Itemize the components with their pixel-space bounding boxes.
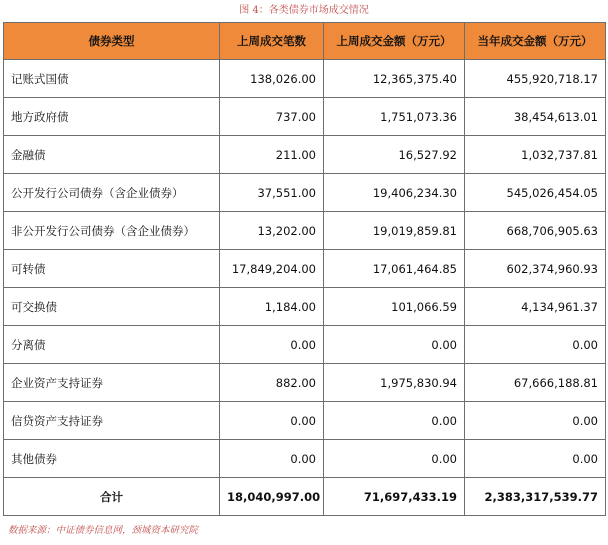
- table-header-row: [4, 23, 606, 60]
- bond-type-cell: 可交换债: [4, 288, 220, 326]
- trades-cell: 13,202.00: [220, 212, 324, 250]
- trades-cell: 1,184.00: [220, 288, 324, 326]
- trades-cell: 211.00: [220, 136, 324, 174]
- bond-type-cell: 非公开发行公司债券（含企业债券）: [4, 212, 220, 250]
- total-weekly-amount-cell: 71,697,433.19: [324, 478, 465, 516]
- trades-cell: 882.00: [220, 364, 324, 402]
- bond-type-cell: 其他债券: [4, 440, 220, 478]
- bond-trading-table: [3, 22, 606, 516]
- table-row: [4, 174, 606, 212]
- weekly-amount-cell: 17,061,464.85: [324, 250, 465, 288]
- weekly-amount-cell: 0.00: [324, 326, 465, 364]
- ytd-amount-cell: 1,032,737.81: [465, 136, 606, 174]
- table-row: [4, 440, 606, 478]
- ytd-amount-cell: 668,706,905.63: [465, 212, 606, 250]
- trades-cell: 37,551.00: [220, 174, 324, 212]
- table-row: [4, 212, 606, 250]
- ytd-amount-cell: 602,374,960.93: [465, 250, 606, 288]
- total-label-cell: 合计: [4, 478, 220, 516]
- table-row: [4, 98, 606, 136]
- table-row: [4, 136, 606, 174]
- weekly-amount-cell: 1,975,830.94: [324, 364, 465, 402]
- weekly-amount-cell: 19,019,859.81: [324, 212, 465, 250]
- bond-type-cell: 记账式国债: [4, 60, 220, 98]
- bond-type-cell: 信贷资产支持证券: [4, 402, 220, 440]
- column-header-ytd-amount: 当年成交金额（万元）: [465, 23, 606, 60]
- weekly-amount-cell: 0.00: [324, 402, 465, 440]
- column-header-bond-type: 债券类型: [4, 23, 220, 60]
- ytd-amount-cell: 545,026,454.05: [465, 174, 606, 212]
- data-source-note: 数据来源：中证债券信息网，颈城资本研究院: [8, 525, 199, 536]
- table-row: [4, 402, 606, 440]
- bond-type-cell: 金融债: [4, 136, 220, 174]
- bond-type-cell: 分离债: [4, 326, 220, 364]
- bond-type-cell: 地方政府债: [4, 98, 220, 136]
- ytd-amount-cell: 38,454,613.01: [465, 98, 606, 136]
- weekly-amount-cell: 12,365,375.40: [324, 60, 465, 98]
- ytd-amount-cell: 4,134,961.37: [465, 288, 606, 326]
- table-row: [4, 364, 606, 402]
- weekly-amount-cell: 1,751,073.36: [324, 98, 465, 136]
- column-header-last-week-amount: 上周成交金额（万元）: [324, 23, 465, 60]
- bond-type-cell: 可转债: [4, 250, 220, 288]
- table-row: [4, 326, 606, 364]
- trades-cell: 0.00: [220, 326, 324, 364]
- ytd-amount-cell: 0.00: [465, 402, 606, 440]
- ytd-amount-cell: 0.00: [465, 326, 606, 364]
- trades-cell: 138,026.00: [220, 60, 324, 98]
- trades-cell: 17,849,204.00: [220, 250, 324, 288]
- trades-cell: 737.00: [220, 98, 324, 136]
- table-total-row: [4, 478, 606, 516]
- total-ytd-amount-cell: 2,383,317,539.77: [465, 478, 606, 516]
- ytd-amount-cell: 0.00: [465, 440, 606, 478]
- figure-caption: 图 4：各类债券市场成交情况: [239, 5, 369, 16]
- weekly-amount-cell: 19,406,234.30: [324, 174, 465, 212]
- table-row: [4, 60, 606, 98]
- weekly-amount-cell: 101,066.59: [324, 288, 465, 326]
- table-row: [4, 288, 606, 326]
- total-trades-cell: 18,040,997.00: [220, 478, 324, 516]
- table-row: [4, 250, 606, 288]
- trades-cell: 0.00: [220, 440, 324, 478]
- bond-type-cell: 企业资产支持证券: [4, 364, 220, 402]
- bond-type-cell: 公开发行公司债券（含企业债券）: [4, 174, 220, 212]
- ytd-amount-cell: 455,920,718.17: [465, 60, 606, 98]
- column-header-last-week-trades: 上周成交笔数: [220, 23, 324, 60]
- weekly-amount-cell: 16,527.92: [324, 136, 465, 174]
- ytd-amount-cell: 67,666,188.81: [465, 364, 606, 402]
- trades-cell: 0.00: [220, 402, 324, 440]
- weekly-amount-cell: 0.00: [324, 440, 465, 478]
